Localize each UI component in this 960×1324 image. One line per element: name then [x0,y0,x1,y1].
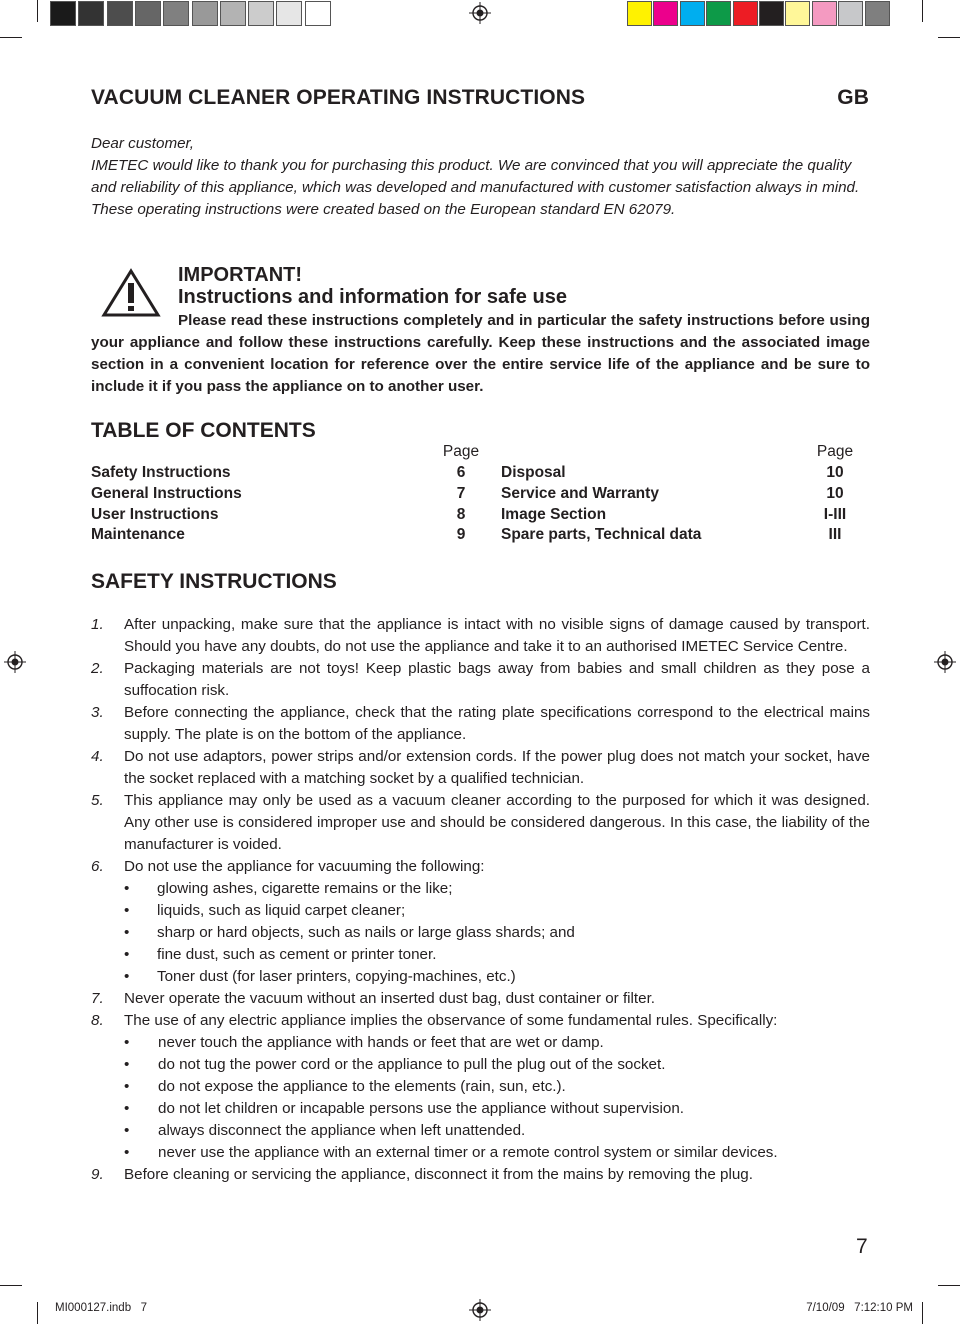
toc-entry-label: Image Section [501,506,607,523]
intro-paragraph: IMETEC would like to thank you for purchasing this product. We are convinced that you will appreciate the quality and reliability of this appliance, which was developed and manufactured with customer satisfaction always in mind. [91,157,860,196]
registration-mark-icon [469,1299,491,1321]
item-text: Before cleaning or servicing the appliance, disconnect it from the mains by removing the plug. [124,1166,753,1183]
bullet-text: Toner dust (for laser printers, copying-machines, etc.) [157,968,516,985]
crop-mark [938,1285,960,1286]
gray-swatch [276,1,302,26]
bullet-text: do not let children or incapable persons use the appliance without supervision. [158,1100,684,1117]
item-text: The use of any electric appliance implies the observance of some fundamental rules. Specifically: [124,1012,778,1029]
bullet-icon: • [124,1100,130,1117]
list-item [91,790,870,856]
important-body [91,310,870,398]
item-number: 2. [91,660,104,677]
color-swatch [838,1,863,26]
item-text: Packaging materials are not toys! Keep plastic bags away from babies and small children as they pose a suffocation risk. [124,660,870,699]
crop-mark [938,37,960,38]
intro-text [91,133,870,221]
gray-swatch [305,1,331,26]
crop-mark [0,1285,22,1286]
item-number: 8. [91,1012,104,1029]
gray-swatch [107,1,133,26]
bullet-icon: • [124,1078,130,1095]
toc-entry-page: 10 [826,464,844,481]
toc-entry-label: Maintenance [91,526,185,543]
toc-heading: TABLE OF CONTENTS [91,419,316,442]
safety-heading: SAFETY INSTRUCTIONS [91,570,337,593]
item-text: After unpacking, make sure that the appliance is intact with no visible signs of damage caused by transport. Should you have any doubts, do not use the appliance and take it to an authorised IMETEC Service Centre. [124,616,870,655]
list-item [91,614,870,658]
bullet-text: sharp or hard objects, such as nails or large glass shards; and [157,924,575,941]
gray-swatch [78,1,104,26]
gray-swatch [50,1,76,26]
bullet-item [91,1098,870,1120]
bullet-item [91,1076,870,1098]
list-item [91,1010,870,1032]
color-swatch [733,1,758,26]
greeting: Dear customer, [91,135,194,152]
bullet-icon: • [124,1144,130,1161]
toc-page-header-left: Page [442,443,480,460]
crop-mark [37,1302,38,1324]
item-number: 6. [91,858,104,875]
list-item [91,746,870,790]
bullet-text: never use the appliance with an external timer or a remote control system or similar devices. [158,1144,778,1161]
crop-mark [922,1302,923,1324]
page-number: 7 [856,1235,868,1258]
gray-swatch [220,1,246,26]
toc-entry-label: Disposal [501,464,566,481]
bullet-text: fine dust, such as cement or printer toner. [157,946,437,963]
important-subheading: Instructions and information for safe use [178,286,567,308]
bullet-text: do not tug the power cord or the appliance to pull the plug out of the socket. [158,1056,666,1073]
bullet-text: glowing ashes, cigarette remains or the like; [157,880,453,897]
toc-page-header-right: Page [816,443,854,460]
color-swatch [680,1,705,26]
bullet-item [91,1142,870,1164]
footer-file: MI000127.indb 7 [55,1302,148,1314]
list-item [91,856,870,878]
bullet-text: never touch the appliance with hands or feet that are wet or damp. [158,1034,604,1051]
color-swatch [653,1,678,26]
toc-entry-label: User Instructions [91,506,219,523]
color-swatch [706,1,731,26]
bullet-item [91,900,870,922]
toc-entry-label: General Instructions [91,485,242,502]
item-number: 1. [91,616,104,633]
toc-entry-page: III [828,526,842,543]
bullet-icon: • [124,924,130,941]
item-text: Do not use the appliance for vacuuming the following: [124,858,485,875]
color-swatch [812,1,837,26]
toc-entry-page: 6 [456,464,466,481]
bullet-icon: • [124,880,130,897]
toc-entry-page: 10 [826,485,844,502]
important-body-text: Please read these instructions completely and in particular the safety instructions before using your appliance and follow these instructions carefully. Keep these instructions and the associated image section in a convenient location for reference over the entire service life of the appliance and be sure to include it if you pass the appliance on to another user. [91,312,870,395]
toc-entry-label: Service and Warranty [501,485,659,502]
list-item [91,658,870,702]
footer-timestamp: 7/10/09 7:12:10 PM [806,1302,913,1314]
registration-mark-icon [934,651,956,673]
important-heading: IMPORTANT! [178,264,303,286]
list-item [91,702,870,746]
crop-mark [37,0,38,22]
crop-mark [0,37,22,38]
bullet-icon: • [124,902,130,919]
standard-note: These operating instructions were created based on the European standard EN 62079. [91,201,676,218]
item-number: 7. [91,990,104,1007]
item-number: 5. [91,792,104,809]
bullet-item [91,878,870,900]
bullet-item [91,966,870,988]
bullet-item [91,1120,870,1142]
item-text: Before connecting the appliance, check that the rating plate specifications correspond to the electrical mains supply. The plate is on the bottom of the appliance. [124,704,870,743]
toc-entry-page: 9 [456,526,466,543]
toc-entry-page: 7 [456,485,466,502]
document-title: VACUUM CLEANER OPERATING INSTRUCTIONS [91,86,586,109]
crop-mark [922,0,923,22]
color-swatch [865,1,890,26]
gray-swatch [248,1,274,26]
color-swatch [627,1,652,26]
toc-entry-label: Safety Instructions [91,464,231,481]
gray-swatch [192,1,218,26]
bullet-item [91,1054,870,1076]
color-swatch [785,1,810,26]
list-item [91,1164,870,1186]
gray-swatch [163,1,189,26]
bullet-icon: • [124,1056,130,1073]
bullet-text: always disconnect the appliance when left unattended. [158,1122,526,1139]
bullet-text: liquids, such as liquid carpet cleaner; [157,902,406,919]
color-swatch [759,1,784,26]
toc-entry-page: 8 [456,506,466,523]
item-text: This appliance may only be used as a vacuum cleaner according to the purposed for which it was designed. Any other use is considered improper use and should be considered dangerous. In this case, the liability of the manufacturer is voided. [124,792,870,853]
list-item [91,988,870,1010]
item-number: 9. [91,1166,104,1183]
bullet-icon: • [124,946,130,963]
toc-entry-page: I-III [823,506,847,523]
bullet-icon: • [124,968,130,985]
registration-mark-icon [4,651,26,673]
gray-swatch [135,1,161,26]
bullet-item [91,1032,870,1054]
item-number: 3. [91,704,104,721]
bullet-item [91,944,870,966]
bullet-text: do not expose the appliance to the elements (rain, sun, etc.). [158,1078,566,1095]
toc-entry-label: Spare parts, Technical data [501,526,702,543]
bullet-icon: • [124,1034,130,1051]
item-text: Never operate the vacuum without an inserted dust bag, dust container or filter. [124,990,656,1007]
safety-list [91,614,870,1186]
item-text: Do not use adaptors, power strips and/or extension cords. If the power plug does not match your socket, have the socket replaced with a matching socket by a qualified technician. [124,748,870,787]
language-code: GB [837,86,869,109]
item-number: 4. [91,748,104,765]
registration-mark-icon [469,2,491,24]
bullet-item [91,922,870,944]
bullet-icon: • [124,1122,130,1139]
